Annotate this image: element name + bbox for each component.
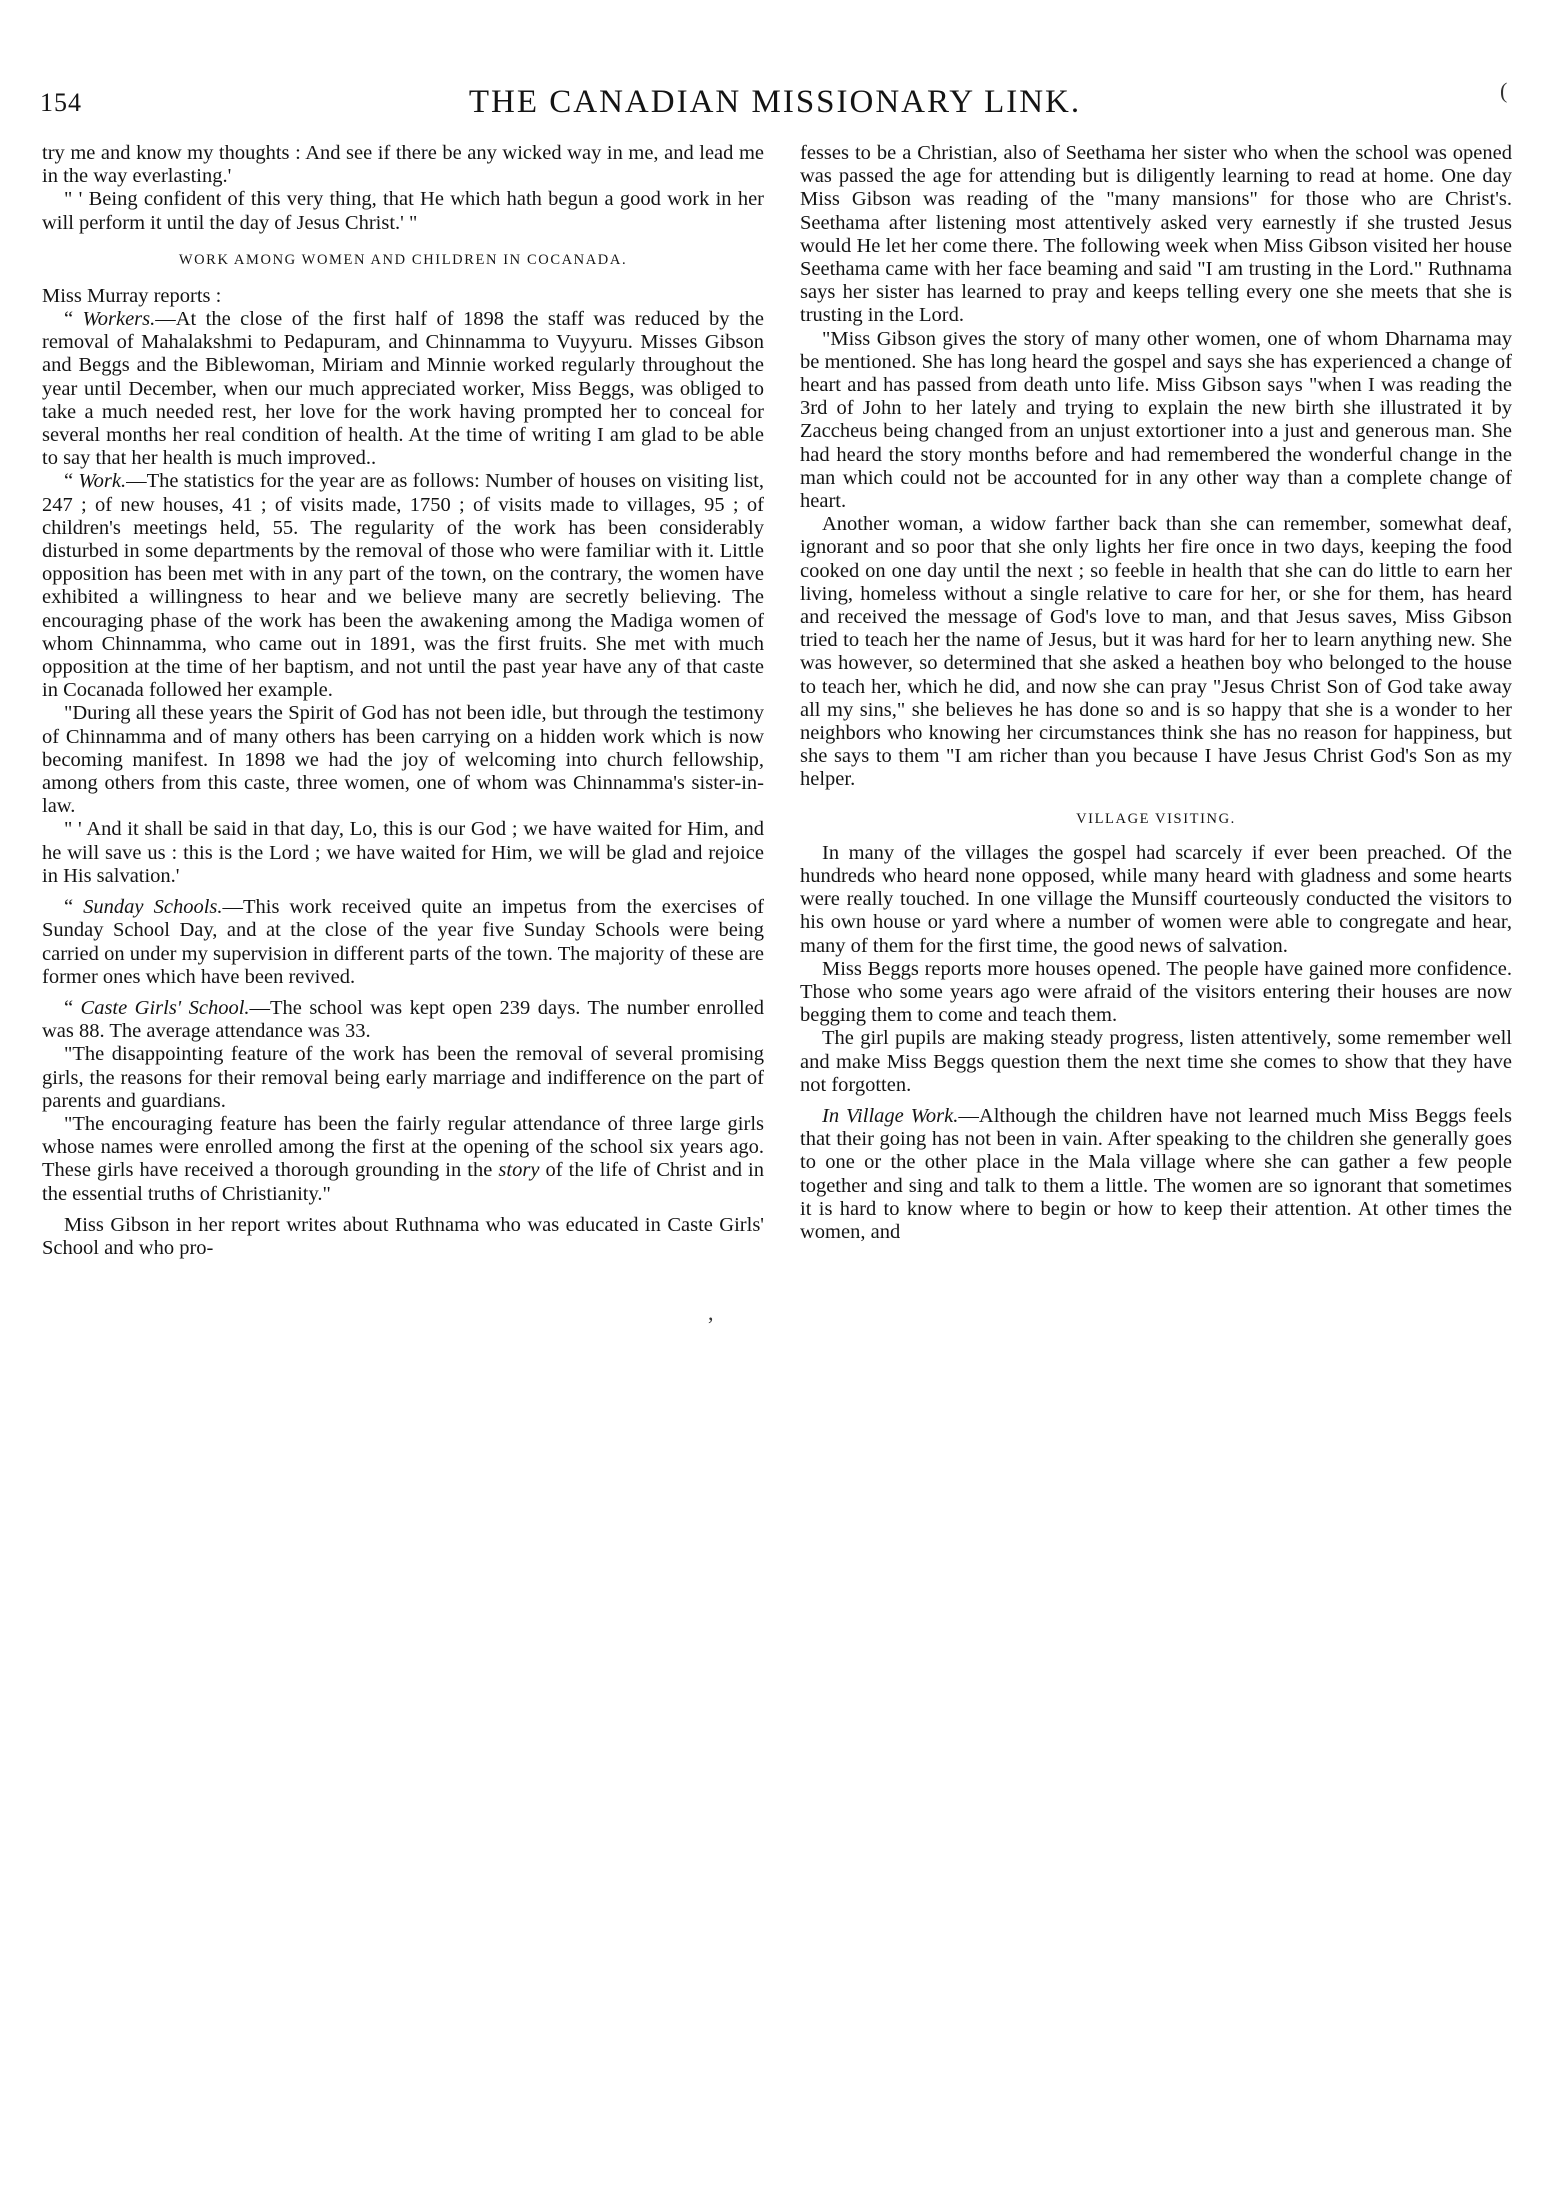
paragraph: Miss Murray reports : xyxy=(42,284,222,307)
paragraph: “ Sunday Schools.—This work received quite an impetus from the exercises of Sunday School Day, and at the close of the year five Sunday Schools were being carried on under my supervision in different parts of the town. The majority of these are former ones which have been revived. xyxy=(42,896,764,988)
paragraph: In many of the villages the gospel had scarcely if ever been preached. Of the hundreds who heard none opposed, while many heard with gladness and some hearts were really touched. In one village the Munsiff courteously conducted the visitors to his own house or yard where a number of women were able to congregate and hear, many of them for the first time, the good news of salvation. xyxy=(800,841,1512,957)
section-heading: WORK AMONG WOMEN AND CHILDREN IN COCANADA. xyxy=(178,251,628,268)
paragraph: " ' And it shall be said in that day, Lo, this is our God ; we have waited for Him, and he will save us : this is the Lord ; we have waited for Him, we will be glad and rejoice in His salvation.' xyxy=(42,818,764,887)
paragraph: fesses to be a Christian, also of Seethama her sister who when the school was opened was passed the age for attending but is diligently learning to read at home. One day Miss Gibson was reading of the "many mansions" for those who are Christ's. Seethama after listening most attentively asked very earnestly if she trusted Jesus would He let her come there. The following week when Miss Gibson visited her house Seethama came with her face beaming and said "I am trusting in the Lord." Ruthnama says her sister has learned to pray and keeps telling every one she meets that she is trusting in the Lord. xyxy=(800,142,1512,327)
paragraph xyxy=(42,1113,764,1206)
paragraph: Another woman, a widow farther back than she can remember, somewhat deaf, ignorant and so poor that she only lights her fire once in two days, keeping the food cooked on one day until the next ; so feeble in health that she can do little to earn her living, homeless without a single relative to care for her, or she for them, has heard and received the message of God's love to man, and that Jesus saves, Miss Gibson tried to teach her the name of Jesus, but it was hard for her to learn anything new. She was however, so determined that she asked a heathen boy who belonged to the house to teach her, which he did, and now she can pray "Jesus Christ Son of God take away all my sins," she believes he has done so and is so happy that she is a wonder to her neighbors who knowing her circumstances think she has no reason for happiness, but she says to them "I am richer than you because I have Jesus Christ God's Son as my helper. xyxy=(800,513,1512,791)
paragraph: " ' Being confident of this very thing, that He which hath begun a good work in her will perform it until the day of Jesus Christ.' " xyxy=(42,188,764,234)
right-column xyxy=(800,142,1512,1244)
paragraph-text: —The school was kept open 239 days. The number enrolled was 88. The average attendance was 33. xyxy=(42,996,764,1043)
section-heading: VILLAGE VISITING. xyxy=(1076,810,1236,827)
paragraph xyxy=(800,1105,1512,1244)
paragraph: “ Workers.—At the close of the first half of 1898 the staff was reduced by the removal of Mahalakshmi to Pedapuram, and Chinnamma to Vuyyuru. Misses Gibson and Beggs and the Biblewoman, Miriam and Minnie worked regularly throughout the year until December, when our much appreciated worker, Miss Beggs, was obliged to take a much needed rest, her love for the work having prompted her to conceal for several months her real condition of health. At the time of writing I am glad to be able to say that her health is much improved.. xyxy=(42,308,765,470)
paragraph: Miss Gibson in her report writes about Ruthnama who was educated in Caste Girls' School and who pro- xyxy=(42,1213,764,1259)
run-in-heading: Sunday Schools. xyxy=(83,896,223,919)
paragraph-text: —At the close of the first half of 1898 the staff was reduced by the removal of Mahalakshmi to Pedapuram, and Chinnamma to Vuyyuru. Misses Gibson and Beggs and the Biblewoman, Miriam and Minnie worked regularly throughout the year until December, when our much appreciated worker, Miss Beggs, was obliged to take a much needed rest, her love for the work having prompted her to conceal for several months her real condition of health. At the time of writing I am glad to be able to say that her health is much improved.. xyxy=(42,308,765,470)
left-column xyxy=(42,142,764,1260)
run-in-heading: Work. xyxy=(78,470,127,493)
run-in-heading: In Village Work. xyxy=(822,1104,959,1127)
running-title: THE CANADIAN MISSIONARY LINK. xyxy=(468,84,1082,120)
paragraph: "Miss Gibson gives the story of many other women, one of whom Dharnama may be mentioned. She has long heard the gospel and says she has experienced a change of heart and has passed from death unto life. Miss Gibson says "when I was reading the 3rd of John to her lately and trying to explain the new birth she illustrated it by Zaccheus being changed from an unjust extortioner into a just and generous man. She had heard the story months before and had remembered the wonderful change in the man which could not be accounted for in any other way than a complete change of heart. xyxy=(800,327,1512,513)
paragraph: "During all these years the Spirit of God has not been idle, but through the testimony of Chinnamma and of many others has been carrying on a hidden work which is now becoming manifest. In 1898 we had the joy of welcoming into church fellowship, among others from this caste, three women, one of whom was Chinnamma's sister-in-law. xyxy=(42,702,764,818)
paragraph: try me and know my thoughts : And see if there be any wicked way in me, and lead me in the way everlasting.' xyxy=(42,142,764,188)
italic-word: story xyxy=(498,1159,540,1182)
paragraph-text: of the life of Christ and in the essential truths of Christianity." xyxy=(42,1159,765,1205)
paragraph-text: —The statistics for the year are as follows: Number of houses on visiting list, 247 ; of new houses, 41 ; of visits made, 1750 ; of visits made to villages, 95 ; of children's meetings held, 55. The regularity of the work has been considerably disturbed in some departments by the removal of those who were familiar with it. Little opposition has been met with in any part of the town, on the contrary, the women have exhibited a willingness to hear and we believe many are secretly believing. The encouraging phase of the work has been the awakening among the Madiga women of whom Chinnamma, who came out in 1891, was the first fruits. She met with much opposition at the time of her baptism, and not until the past year have any of that caste in Cocanada followed her example. xyxy=(42,470,764,702)
paragraph-text: —Although the children have not learned much Miss Beggs feels that their going has not been in vain. After speaking to the children she generally goes to one or the other place in the Mala village where she can gather a few people together and sing and talk to them a little. The women are so ignorant that sometimes it is hard to know where to begin or how to keep their attention. At other times the women, and xyxy=(800,1104,1512,1243)
paragraph-text: "The encouraging feature has been the fairly regular attendance of three large girls whose names were enrolled among the first at the opening of the school six years ago. These girls have received a thorough grounding in the xyxy=(42,1112,764,1182)
paragraph-text: —This work received quite an impetus from the exercises of Sunday School Day, and at the close of the year five Sunday Schools were being carried on under my supervision in different parts of the town. The majority of these are former ones which have been revived. xyxy=(42,896,764,988)
run-in-heading: Caste Girls' School. xyxy=(80,996,250,1019)
page-number: 154 xyxy=(40,88,82,117)
run-in-heading: Workers. xyxy=(82,308,156,331)
margin-mark: , xyxy=(708,1300,714,1325)
paragraph: "The disappointing feature of the work has been the removal of several promising girls, the reasons for their removal being early marriage and indifference on the part of parents and guardians. xyxy=(42,1043,764,1112)
paragraph: The girl pupils are making steady progress, listen attentively, some remember well and make Miss Beggs question them the next time she comes to show that they have not forgotten. xyxy=(800,1027,1512,1096)
paragraph: “ Caste Girls' School.—The school was kept open 239 days. The number enrolled was 88. The average attendance was 33. xyxy=(42,996,764,1043)
paragraph: Miss Beggs reports more houses opened. The people have gained more confidence. Those who some years ago were afraid of the visitors entering their houses are now begging them to come and teach them. xyxy=(800,957,1512,1027)
paragraph: “ Work.—The statistics for the year are as follows: Number of houses on visiting list, 247 ; of new houses, 41 ; of visits made, 1750 ; of visits made to villages, 95 ; of children's meetings held, 55. The regularity of the work has been considerably disturbed in some departments by the removal of those who were familiar with it. Little opposition has been met with in any part of the town, on the contrary, the women have exhibited a willingness to hear and we believe many are secretly believing. The encouraging phase of the work has been the awakening among the Madiga women of whom Chinnamma, who came out in 1891, was the first fruits. She met with much opposition at the time of her baptism, and not until the past year have any of that caste in Cocanada followed her example. xyxy=(42,470,764,702)
margin-mark: ( xyxy=(1500,78,1508,103)
